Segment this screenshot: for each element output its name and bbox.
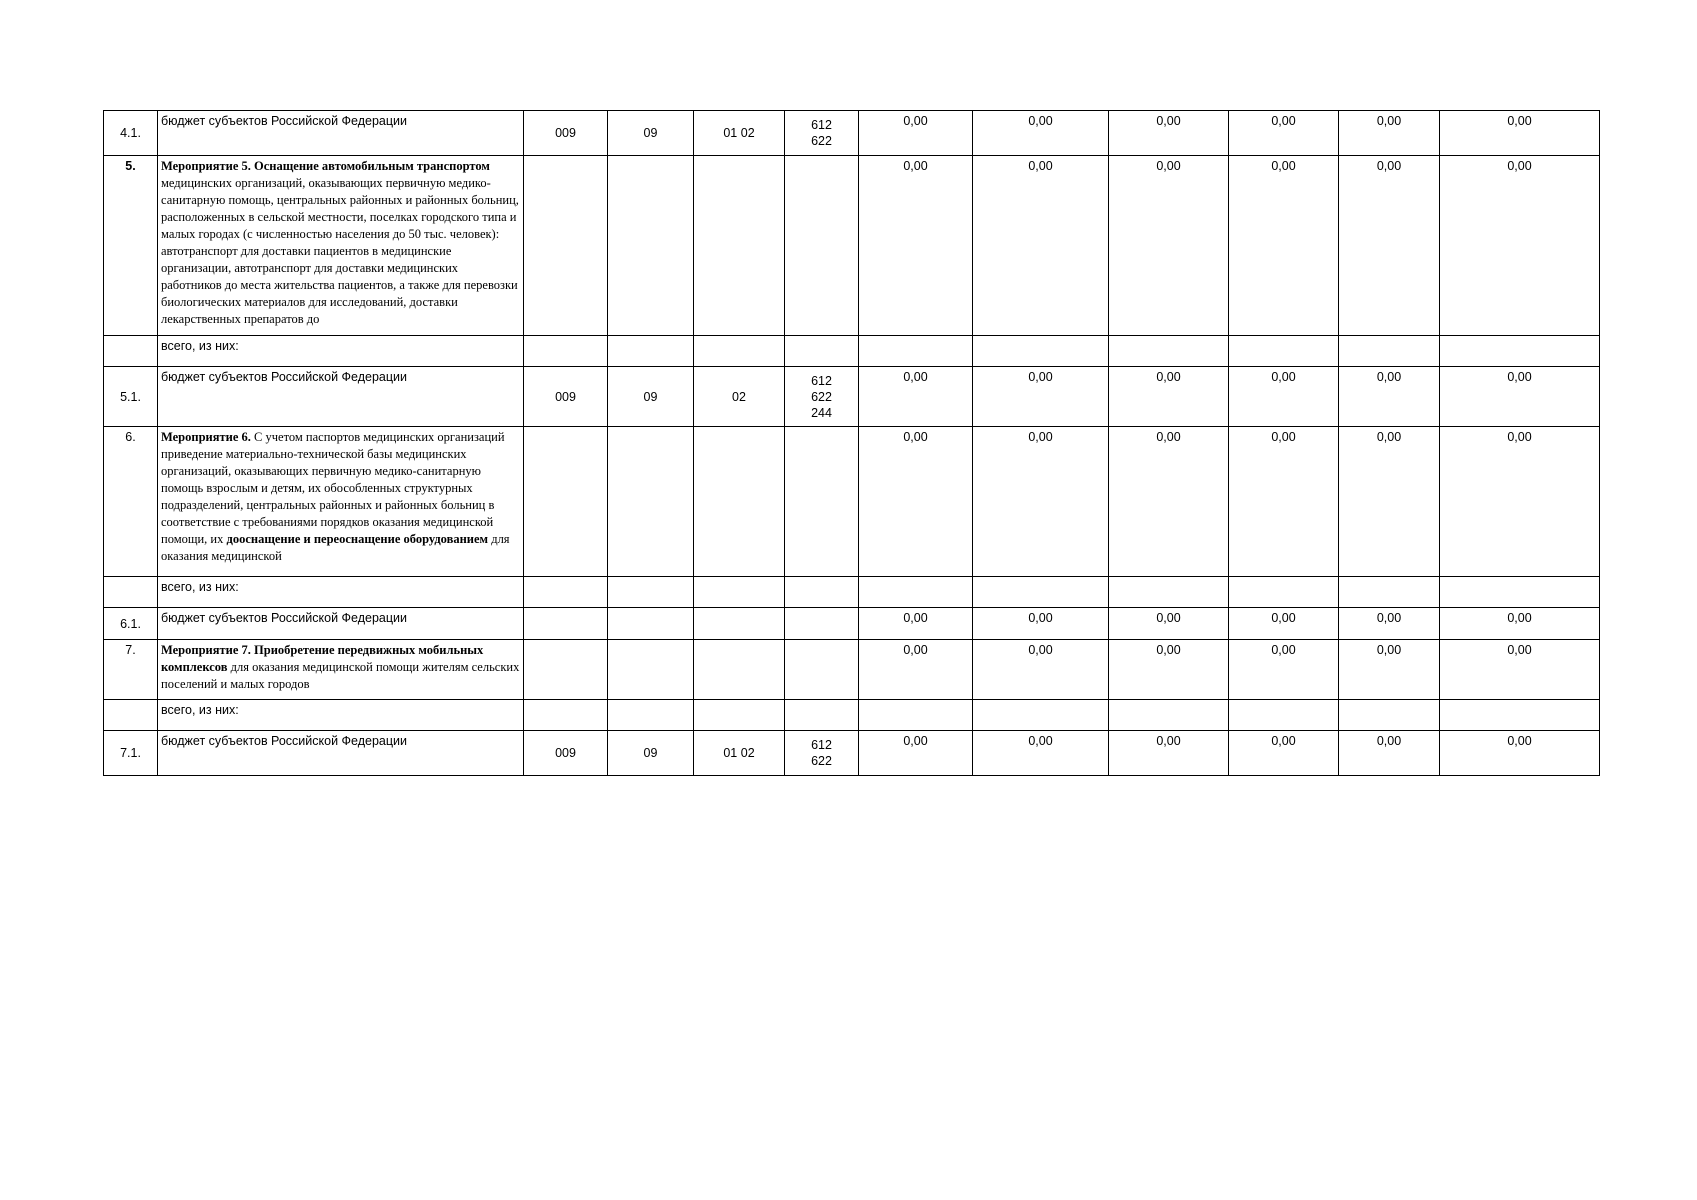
value-cell: 0,00: [1109, 608, 1229, 640]
value-cell: 0,00: [1109, 731, 1229, 776]
value-cell: 0,00: [859, 640, 973, 700]
value-cell: 0,00: [973, 608, 1109, 640]
code-cell: [785, 640, 859, 700]
table-row: [104, 427, 1600, 577]
code-cell: [694, 640, 785, 700]
row-description: [158, 427, 524, 577]
row-number: 4.1.: [104, 111, 158, 156]
row-description: бюджет субъектов Российской Федерации: [158, 731, 524, 776]
value-cell: 0,00: [859, 608, 973, 640]
value-cell: 0,00: [973, 111, 1109, 156]
value-cell: 0,00: [1339, 731, 1440, 776]
row-number: 6.: [104, 427, 158, 577]
table-row: [104, 156, 1600, 336]
table-body: [104, 111, 1600, 776]
value-cell: 0,00: [859, 111, 973, 156]
table-row: [104, 111, 1600, 156]
value-cell: 0,00: [1440, 608, 1600, 640]
code-cell: 612 622: [785, 731, 859, 776]
value-cell: 0,00: [1109, 640, 1229, 700]
value-cell: 0,00: [1109, 156, 1229, 336]
budget-table: [103, 110, 1600, 776]
total-label: всего, из них:: [158, 700, 524, 731]
row-number: 7.1.: [104, 731, 158, 776]
value-cell: 0,00: [1440, 111, 1600, 156]
code-cell: 009: [524, 367, 608, 427]
row-number: [104, 700, 158, 731]
row-number: 5.: [104, 156, 158, 336]
code-cell: [694, 608, 785, 640]
code-cell: 02: [694, 367, 785, 427]
measure-text: для оказания медицинской помощи жителям сельских поселений и малых городов: [161, 660, 520, 691]
value-cell: 0,00: [859, 731, 973, 776]
row-description: бюджет субъектов Российской Федерации: [158, 111, 524, 156]
code-cell: [694, 427, 785, 577]
measure-title: Мероприятие 5. Оснащение автомобильным транспортом: [161, 159, 490, 173]
total-label: всего, из них:: [158, 336, 524, 367]
code-cell: 01 02: [694, 731, 785, 776]
code-cell: [524, 640, 608, 700]
code-cell: [524, 608, 608, 640]
value-cell: 0,00: [1109, 367, 1229, 427]
code-cell: 09: [608, 367, 694, 427]
code-cell: [785, 608, 859, 640]
code-cell: [608, 640, 694, 700]
measure-title: Мероприятие 6.: [161, 430, 251, 444]
value-cell: 0,00: [859, 367, 973, 427]
code-cell: [524, 427, 608, 577]
table-row: [104, 640, 1600, 700]
row-description: бюджет субъектов Российской Федерации: [158, 367, 524, 427]
value-cell: 0,00: [1440, 427, 1600, 577]
value-cell: 0,00: [1229, 427, 1339, 577]
code-cell: [785, 427, 859, 577]
code-cell: [608, 156, 694, 336]
code-cell: [608, 608, 694, 640]
value-cell: 0,00: [1440, 731, 1600, 776]
value-cell: 0,00: [1229, 156, 1339, 336]
value-cell: 0,00: [1339, 367, 1440, 427]
table-row: [104, 336, 1600, 367]
code-cell: 612 622: [785, 111, 859, 156]
value-cell: 0,00: [1229, 731, 1339, 776]
value-cell: 0,00: [1440, 640, 1600, 700]
value-cell: 0,00: [1339, 111, 1440, 156]
value-cell: 0,00: [1339, 427, 1440, 577]
value-cell: 0,00: [859, 427, 973, 577]
table-row: [104, 731, 1600, 776]
row-number: [104, 577, 158, 608]
table-row: [104, 367, 1600, 427]
value-cell: 0,00: [1339, 608, 1440, 640]
value-cell: 0,00: [1440, 367, 1600, 427]
measure-text: С учетом паспортов медицинских организаций приведение материально-технической базы медицинских организаций, оказывающих первичную медико-санитарную помощь взрослым и детям, их обособленных структурных подразделений, центральных районных и районных больниц в соответствие с требованиями порядков оказания медицинской помощи, их: [161, 430, 505, 546]
value-cell: 0,00: [1440, 156, 1600, 336]
value-cell: 0,00: [1229, 111, 1339, 156]
row-description: бюджет субъектов Российской Федерации: [158, 608, 524, 640]
value-cell: 0,00: [973, 427, 1109, 577]
value-cell: 0,00: [1109, 111, 1229, 156]
row-number: 6.1.: [104, 608, 158, 640]
value-cell: 0,00: [973, 367, 1109, 427]
value-cell: 0,00: [973, 731, 1109, 776]
code-cell: 009: [524, 111, 608, 156]
value-cell: 0,00: [1339, 640, 1440, 700]
code-cell: 09: [608, 111, 694, 156]
code-cell: 009: [524, 731, 608, 776]
row-number: 5.1.: [104, 367, 158, 427]
row-description: [158, 640, 524, 700]
value-cell: 0,00: [1339, 156, 1440, 336]
code-cell: [785, 156, 859, 336]
code-cell: 09: [608, 731, 694, 776]
value-cell: 0,00: [1229, 608, 1339, 640]
table-row: [104, 577, 1600, 608]
value-cell: 0,00: [1229, 367, 1339, 427]
measure-emphasis: дооснащение и переоснащение оборудованием: [226, 532, 489, 546]
total-label: всего, из них:: [158, 577, 524, 608]
value-cell: 0,00: [973, 156, 1109, 336]
measure-title: Мероприятие 7. Приобретение передвижных мобильных комплексов: [161, 643, 484, 674]
measure-text-end: для оказания медицинской: [161, 532, 510, 563]
code-cell: [608, 427, 694, 577]
code-cell: [694, 156, 785, 336]
row-number: [104, 336, 158, 367]
row-description: [158, 156, 524, 336]
value-cell: 0,00: [859, 156, 973, 336]
code-cell: [524, 156, 608, 336]
row-number: 7.: [104, 640, 158, 700]
value-cell: 0,00: [1109, 427, 1229, 577]
value-cell: 0,00: [973, 640, 1109, 700]
value-cell: 0,00: [1229, 640, 1339, 700]
code-cell: 01 02: [694, 111, 785, 156]
code-cell: 612 622 244: [785, 367, 859, 427]
table-row: [104, 608, 1600, 640]
measure-text: медицинских организаций, оказывающих первичную медико-санитарную помощь, центральных районных и районных больниц, расположенных в сельской местности, поселках городского типа и малых городах (с численностью населения до 50 тыс. человек): автотранспорт для доставки пациентов в медицинские организации, автотранспорт для доставки медицинских работников до места жительства пациентов, а также для перевозки биологических материалов для исследований, доставки лекарственных препаратов до: [161, 176, 519, 326]
table-row: [104, 700, 1600, 731]
